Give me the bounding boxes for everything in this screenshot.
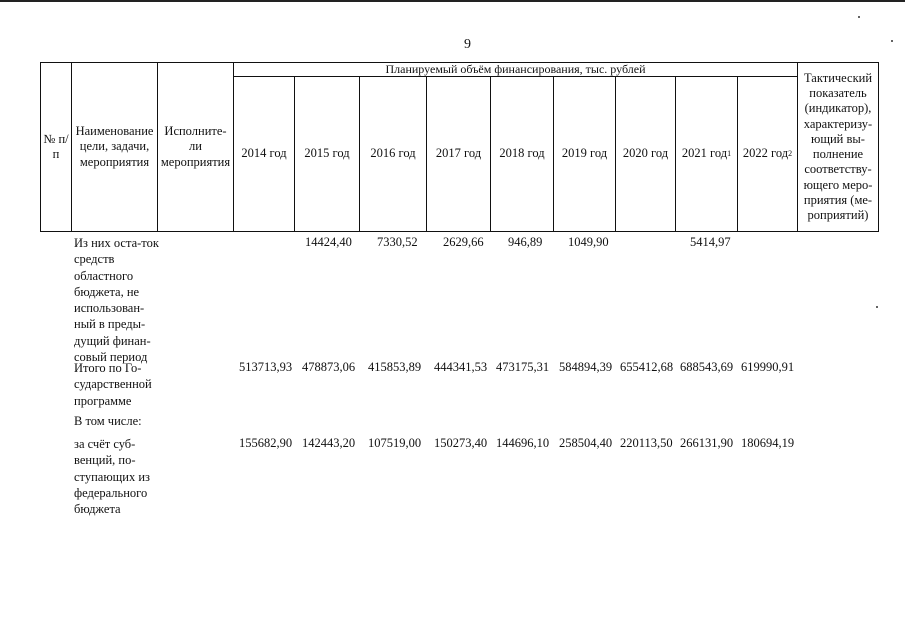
- table-cell: 266131,90: [680, 436, 734, 450]
- table-cell: 513713,93: [239, 360, 293, 374]
- scan-speck: [876, 306, 878, 308]
- table-cell: 180694,19: [741, 436, 795, 450]
- table-cell: 220113,50: [620, 436, 673, 450]
- header-year-2020: 2020 год: [622, 146, 669, 161]
- header-col-planned-financing: Планируемый объём финансирования, тыс. рублей: [385, 61, 646, 76]
- table-cell: 444341,53: [434, 360, 488, 374]
- header-year-2015: 2015 год: [304, 146, 350, 161]
- table-cell: 584894,39: [559, 360, 613, 374]
- row-name: за счёт суб-венций, по-ступающих из федерального бюджета: [74, 437, 150, 516]
- row-name: В том числе:: [74, 414, 142, 428]
- header-year-2014: 2014 год: [241, 146, 287, 161]
- table-cell: 5414,97: [690, 235, 731, 249]
- table-cell: 150273,40: [434, 436, 488, 450]
- table-cell: 655412,68: [620, 360, 674, 374]
- table-cell: 142443,20: [302, 436, 356, 450]
- scan-speck: [858, 16, 860, 18]
- header-col-indicator: Тактический показатель (индикатор), характеризу-ющий вы-полнение соответству-ющего меро-приятия (ме-роприятий): [803, 70, 873, 222]
- row-name: Из них оста-ток средств областного бюджета, не использован-ный в преды-дущий финан-совый период: [74, 236, 159, 364]
- table-cell: 478873,06: [302, 360, 356, 374]
- table-cell: 155682,90: [239, 436, 293, 450]
- table-cell: 144696,10: [496, 436, 550, 450]
- header-year-2017: 2017 год: [435, 146, 482, 161]
- table-cell: 107519,00: [368, 436, 422, 450]
- header-year-2022: 2022 год 2: [742, 146, 793, 161]
- row-name: Итого по Го-сударственной программе: [74, 361, 152, 408]
- header-col-executors: Исполните-ли мероприятия: [160, 124, 231, 169]
- header-col-number: № п/п: [43, 131, 69, 161]
- top-border-line: [0, 0, 905, 2]
- page-number: 9: [464, 37, 471, 52]
- header-year-2018: 2018 год: [499, 146, 545, 161]
- header-year-2019: 2019 год: [561, 146, 608, 161]
- table-cell: 258504,40: [559, 436, 613, 450]
- table-cell: 688543,69: [680, 360, 734, 374]
- table-cell: 473175,31: [496, 360, 550, 374]
- header-col-name: Наименование цели, задачи, мероприятия: [75, 124, 154, 169]
- table-cell: 1049,90: [568, 235, 609, 249]
- table-cell: 14424,40: [305, 235, 352, 249]
- table-cell: 619990,91: [741, 360, 795, 374]
- table-cell: 946,89: [508, 235, 543, 249]
- table-cell: 7330,52: [377, 235, 418, 249]
- scan-speck: [891, 40, 893, 42]
- header-year-2016: 2016 год: [370, 146, 416, 161]
- table-cell: 2629,66: [443, 235, 484, 249]
- table-cell: 415853,89: [368, 360, 422, 374]
- header-year-2021: 2021 год 1: [681, 146, 732, 161]
